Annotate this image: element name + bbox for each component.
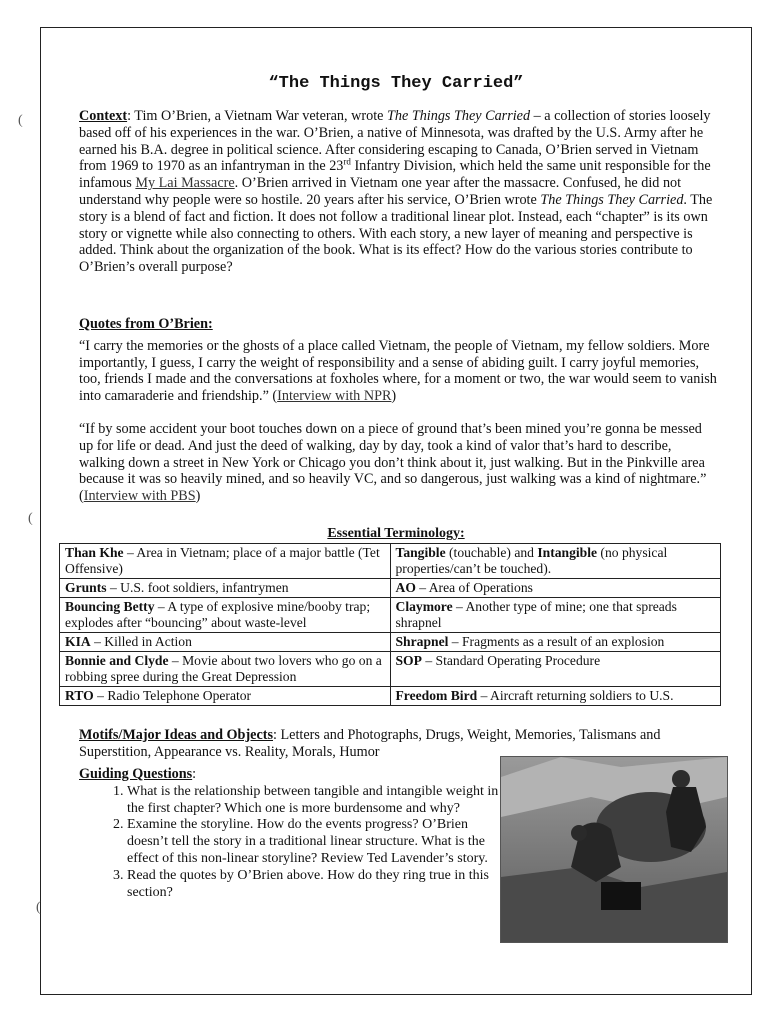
- quotes-heading: Quotes from O’Brien:: [79, 316, 213, 332]
- table-cell: SOP – Standard Operating Procedure: [390, 652, 721, 687]
- table-row: [60, 544, 721, 579]
- superscript: rd: [343, 156, 351, 167]
- table-cell: Claymore – Another type of mine; one that spreads shrapnel: [390, 598, 721, 633]
- terminology-table: [59, 543, 721, 706]
- soldiers-photo: [500, 756, 728, 943]
- table-cell: Grunts – U.S. foot soldiers, infantrymen: [60, 579, 391, 598]
- table-row: [60, 687, 721, 706]
- context-text: . The story is a blend of fact and fiction. It does not follow a traditional linear plot. Instead, each “chapter” is its own story or vignette while also connecting to others. With each story, a new layer of meaning and perspective is added. Think about the organization of the book. What is its effect? How do the various stories contribute to O’Brien’s overall purpose?: [79, 191, 713, 276]
- my-lai-link[interactable]: My Lai Massacre: [135, 175, 235, 192]
- npr-link[interactable]: Interview with NPR: [277, 388, 392, 405]
- binder-hole-mark: (: [36, 900, 41, 915]
- table-row: [60, 633, 721, 652]
- binder-hole-mark: (: [18, 113, 23, 128]
- motifs-heading: Motifs/Major Ideas and Objects: [79, 727, 274, 743]
- context-heading: Context: [79, 108, 128, 124]
- table-cell: Freedom Bird – Aircraft returning soldiers to U.S.: [390, 687, 721, 706]
- table-cell: Bouncing Betty – A type of explosive mine/booby trap; explodes after “bouncing” about waste-level: [60, 598, 391, 633]
- quote-pbs: “If by some accident your boot touches down on a piece of ground that’s been mined you’re gonna be messed up for life or dead. And just the deed of walking, day by day, took a kind of valor that’s hard to describe, walking down a street in New York or Chicago you don’t think about it, just walking. But in the Pinkville area because it was so heavily mined, and so heavily VC, and so dangerous, just walking was a kind of nightmare.” (: [79, 420, 707, 505]
- context-text: – a collection of stories loosely based off of his experiences in the war. O’Brien, a native of Minnesota, was drafted by the U.S. Army after he earned his B.A. degree in political science. After considering escaping to Canada, O’Brien served in Vietnam from 1969 to 1970 as an infantryman in the 23: [79, 108, 711, 175]
- binder-hole-mark: (: [28, 511, 33, 526]
- list-item: 2. Examine the storyline. How do the events progress? O’Brien doesn’t tell the story in a traditional linear structure. What is the effect of this non-linear storyline? Review Ted Lavender’s story.: [127, 817, 499, 867]
- table-cell: Shrapnel – Fragments as a result of an explosion: [390, 633, 721, 652]
- table-row: [60, 652, 721, 687]
- motifs-text: : Letters and Photographs, Drugs, Weight, Memories, Talismans and Superstition, Appearance vs. Reality, Morals, Humor: [79, 727, 661, 760]
- quote-end: ): [195, 488, 201, 505]
- table-cell: AO – Area of Operations: [390, 579, 721, 598]
- table-cell: Than Khe – Area in Vietnam; place of a major battle (Tet Offensive): [60, 544, 391, 579]
- context-section: [79, 108, 719, 276]
- table-cell: RTO – Radio Telephone Operator: [60, 687, 391, 706]
- quote-end: ): [391, 388, 397, 405]
- pbs-link[interactable]: Interview with PBS: [83, 488, 196, 505]
- terminology-title: Essential Terminology:: [327, 526, 465, 541]
- list-item: 3. Read the quotes by O’Brien above. How do they ring true in this section?: [127, 868, 499, 902]
- context-text: . O’Brien arrived in Vietnam one year after the massacre. Confused, he did not understand why people were so hostile. 20 years after his service, O’Brien wrote: [79, 175, 682, 208]
- table-row: [60, 598, 721, 633]
- page-title: “The Things They Carried”: [268, 74, 524, 93]
- table-cell: Tangible (touchable) and Intangible (no physical properties/can’t be touched).: [390, 544, 721, 579]
- quote-npr: “I carry the memories or the ghosts of a place called Vietnam, the people of Vietnam, my fellow soldiers. More importantly, I guess, I carry the weight of responsibility and a sense of abiding guilt. I carry joyful memories, too, friends I made and the conversations at foxholes where, for a moment or two, the war would seem to vanish into camaraderie and friendship.” (: [79, 337, 717, 405]
- quotes-section: [79, 316, 719, 505]
- list-item: 1. What is the relationship between tangible and intangible weight in the first chapter? Which one is more burdensome and why?: [127, 784, 499, 818]
- table-cell: Bonnie and Clyde – Movie about two lovers who go on a robbing spree during the Great Depression: [60, 652, 391, 687]
- book-title: The Things They Carried: [540, 191, 684, 208]
- book-title: The Things They Carried: [386, 108, 531, 124]
- context-text: : Tim O’Brien, a Vietnam War veteran, wrote: [127, 108, 387, 124]
- guiding-questions: Guiding Questions: 1. What is the relationship between tangible and intangible weight in the first chapter? Which one is more burdensome and why? 2. Examine the storyline. How do the events progress? O’Brien doesn’t tell the story in a traditional linear structure. What is the effect of this non-linear storyline? Review Ted Lavender’s story. 3. Read the quotes by O’Brien above. How do they ring true in this section?: [79, 766, 499, 901]
- guiding-heading: Guiding Questions: [79, 766, 193, 782]
- table-cell: KIA – Killed in Action: [60, 633, 391, 652]
- context-text: Infantry Division, which held the same unit responsible for the infamous: [79, 158, 711, 192]
- table-row: [60, 579, 721, 598]
- photo-illustration: [501, 757, 727, 942]
